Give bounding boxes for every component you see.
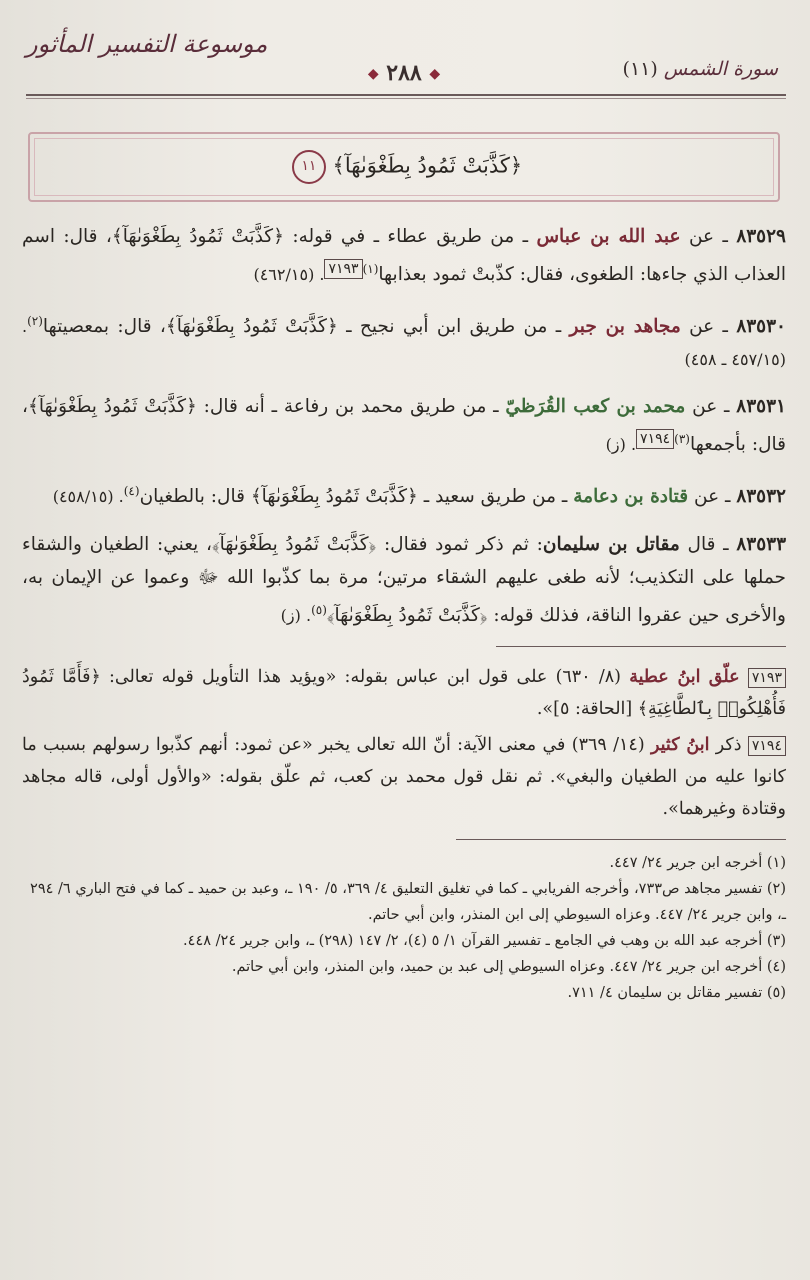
narrator: محمد بن كعب القُرَظيّ <box>505 396 686 418</box>
entries <box>22 220 786 632</box>
page-header <box>22 0 786 100</box>
book-title: موسوعة التفسير المأثور <box>26 30 268 58</box>
narrator: عبد الله بن عباس <box>536 226 681 247</box>
header-rule <box>26 98 786 99</box>
commentary-note <box>22 661 786 725</box>
verse-box <box>28 132 780 202</box>
quran-quote: ﴿كَذَّبَتْ ثَمُودُ بِطَغْوَىٰهَآ﴾ <box>212 533 377 555</box>
ayah-ref: (١١) <box>622 58 658 80</box>
footnote-marker: (٤) <box>123 484 140 499</box>
footnote: (٢) تفسير مجاهد ص٧٣٣، وأخرجه الفريابي ـ كما في تغليق التعليق ٤/ ٣٦٩، ٥/ ١٩٠ ـ، وعبد بن حميد ـ كما في فتح الباري ٦/ ٢٩٤ ـ، وابن جرير ٢٤/ ٤٤٧. وعزاه السيوطي إلى ابن المنذر، وابن أبي حاتم. <box>30 880 786 923</box>
footnotes <box>22 850 786 1006</box>
footnote: (٣) أخرجه عبد الله بن وهب في الجامع ـ تفسير القرآن ١/ ٥ (٤)، ٢/ ١٤٧ (٢٩٨) ـ، وابن جرير ٢٤/ ٤٤٨. <box>183 932 786 949</box>
surah-name: سورة الشمس <box>663 58 778 80</box>
note-text: (١٤/ ٣٦٩) في معنى الآية: أنّ الله تعالى يخبر «عن ثمود: أنهم كذّبوا رسولهم بسبب ما كانوا عليه من الطغيان والبغي». ثم نقل قول محمد بن كعب، ثم علّق بقوله: «والأول أولى، قاله مجاهد وقتادة وغيرهما». <box>22 734 786 819</box>
volume-ref: . (٤٥٧/١٥ ـ ٤٥٨) <box>22 317 786 370</box>
volume-ref: . (٤٦٢/١٥) <box>253 265 325 285</box>
entry-number: ٨٣٥٢٩ <box>736 226 786 247</box>
entry: ٨٣٥٢٩ ـ عن عبد الله بن عباس ـ من طريق عطاء ـ في قوله: ﴿كَذَّبَتْ ثَمُودُ بِطَغْوَىٰهَآ﴾، قال: اسم العذاب الذي جاءها: الطغوى، فقال: كذّبتْ ثمود بعذابها$^{(١)}$٧١٩٣. (٤٦٢/١٥) <box>22 226 786 286</box>
entry: ٨٣٥٣٢ ـ عن قتادة بن دعامة ـ من طريق سعيد ـ ﴿كَذَّبَتْ ثَمُودُ بِطَغْوَىٰهَآ﴾ قال: بالطغيان$^{(٤)}$. (٤٥٨/١٥) <box>52 484 786 508</box>
surah-header <box>623 58 778 80</box>
header-rule <box>26 94 786 96</box>
commentary-notes <box>22 661 786 825</box>
entry: ٨٣٥٣١ ـ عن محمد بن كعب القُرَظيّ ـ من طريق محمد بن رفاعة ـ أنه قال: ﴿كَذَّبَتْ ثَمُودُ بِطَغْوَىٰهَآ﴾، قال: بأجمعها$^{(٣)}$٧١٩٤. (ز) <box>22 396 786 456</box>
footnote-marker: (٣) <box>674 432 690 447</box>
page-number: ◆ ٢٨٨ ◆ <box>367 60 441 86</box>
quran-quote: ﴿كَذَّبَتْ ثَمُودُ بِطَغْوَىٰهَآ﴾ <box>27 396 197 418</box>
commentary-note <box>22 729 786 825</box>
footnote-marker: (٥) <box>311 602 327 617</box>
footnote: (٤) أخرجه ابن جرير ٢٤/ ٤٤٧. وعزاه السيوطي إلى عبد بن حميد، وابن المنذر، وابن أبي حاتم. <box>231 958 786 975</box>
footnote-marker: (١) <box>362 262 379 276</box>
note-keyword: ذكر <box>715 734 742 755</box>
note-author: ابنُ كثير <box>650 734 710 755</box>
note-text: (٨/ ٦٣٠) على قول ابن عباس بقوله: «ويؤيد هذا التأويل قوله تعالى: ﴿فَأَمَّا ثَمُودُ فَأُهْلِكُوا۟ بِٱلطَّاغِيَةِ﴾ [الحاقة: ٥]». <box>22 666 786 719</box>
ayah-number-badge: ١١ <box>292 150 326 184</box>
footnote: (٥) تفسير مقاتل بن سليمان ٤/ ٧١١. <box>567 984 786 1001</box>
quran-quote: ﴿كَذَّبَتْ ثَمُودُ بِطَغْوَىٰهَآ﴾ <box>326 604 488 626</box>
entry: ٨٣٥٣٠ ـ عن مجاهد بن جبر ـ من طريق ابن أبي نجيح ـ ﴿كَذَّبَتْ ثَمُودُ بِطَغْوَىٰهَآ﴾، قال: بمعصيتها$^{(٢)}$. (٤٥٧/١٥ ـ ٤٥٨) <box>22 314 786 370</box>
quran-quote: ﴿كَذَّبَتْ ثَمُودُ بِطَغْوَىٰهَآ﴾ <box>165 316 338 338</box>
ornament-icon: ◆ <box>367 66 379 82</box>
volume-ref: . (ز) <box>605 435 637 455</box>
footnote-marker: (٢) <box>27 314 43 329</box>
quran-quote: ﴿كَذَّبَتْ ثَمُودُ بِطَغْوَىٰهَآ﴾ <box>250 486 418 508</box>
narrator: مجاهد بن جبر <box>569 316 681 338</box>
note-ref-box: ٧١٩٣ <box>324 259 362 279</box>
narrator: قتادة بن دعامة <box>573 486 689 508</box>
quran-quote: ﴿كَذَّبَتْ ثَمُودُ بِطَغْوَىٰهَآ﴾ <box>111 226 284 247</box>
entry-number: ٨٣٥٣٢ <box>736 486 786 508</box>
note-ref-box: ٧١٩٤ <box>636 429 674 449</box>
verse-heading <box>286 150 522 184</box>
footnote-divider <box>456 839 786 840</box>
note-tag: ٧١٩٤ <box>748 736 786 756</box>
volume-ref: . (٤٥٨/١٥) <box>52 487 124 507</box>
narrator: مقاتل بن سليمان <box>542 533 680 555</box>
entry: ٨٣٥٣٣ ـ قال مقاتل بن سليمان: ثم ذكر ثمود فقال: ﴿كَذَّبَتْ ثَمُودُ بِطَغْوَىٰهَآ﴾، يعني: الطغيان والشقاء حملها على التكذيب؛ لأنه طغى عليهم الشقاء مرتين؛ مرة بما كذّبوا الله ﷻ وعموا عن الإيمان به، والأخرى حين عقروا الناقة، فذلك قوله: ﴿كَذَّبَتْ ثَمُودُ بِطَغْوَىٰهَآ﴾$^{(٥)}$. (ز) <box>22 533 787 626</box>
note-author: ابنُ عطية <box>629 666 701 687</box>
entry-number: ٨٣٥٣٠ <box>736 316 786 338</box>
section-divider <box>496 646 786 647</box>
ornament-icon: ◆ <box>429 66 441 82</box>
footnote: (١) أخرجه ابن جرير ٢٤/ ٤٤٧. <box>609 854 786 871</box>
verse-text: ﴿كَذَّبَتْ ثَمُودُ بِطَغْوَىٰهَآ﴾ <box>332 153 523 178</box>
note-tag: ٧١٩٣ <box>748 668 786 688</box>
entry-number: ٨٣٥٣٣ <box>736 533 787 555</box>
note-keyword: علّق <box>708 666 740 687</box>
volume-ref: . (ز) <box>280 605 312 625</box>
entry-number: ٨٣٥٣١ <box>736 396 786 418</box>
